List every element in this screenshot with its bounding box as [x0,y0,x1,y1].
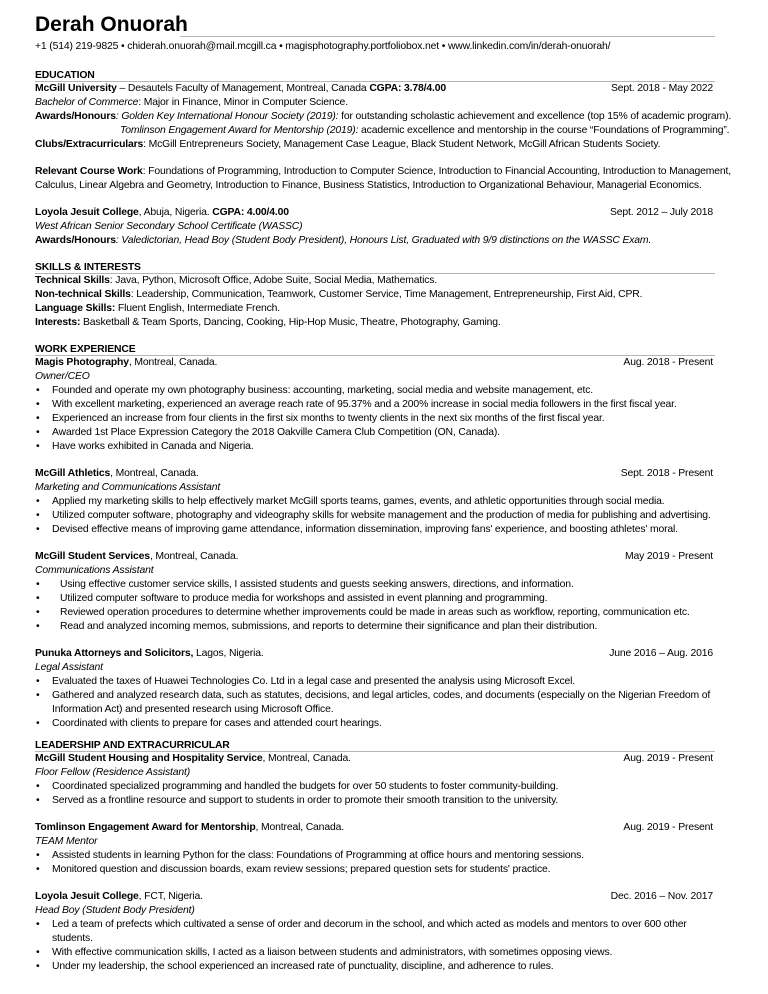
bullet-item: • Monitored question and discussion boards, exam review sessions; prepared question sets for students' practice. [35,863,715,877]
loyola-entry [35,206,715,220]
skill-value: Basketball & Team Sports, Dancing, Cooking, Hip-Hop Music, Theatre, Photography, Gaming. [80,317,501,328]
bullet-item: • Served as a frontline resource and support to students in order to promote their smooth transition to the university. [35,794,715,808]
entry-header [35,821,715,835]
role-title: Legal Assistant [35,662,103,673]
skill-value: : Leadership, Communication, Teamwork, Customer Service, Time Management, Entrepreneurship, First Aid, CPR. [130,289,643,300]
org-name: Magis Photography [35,357,129,368]
entry-date: Sept. 2018 - Present [620,468,713,479]
bullet-item: • Have works exhibited in Canada and Nigeria. [35,440,715,454]
skill-label: Interests: [35,317,81,328]
role-title: TEAM Mentor [35,836,98,847]
bullet-item: • Awarded 1st Place Expression Category the 2018 Oakville Camera Club Competition (ON, Canada). [35,426,715,440]
coursework-label: Relevant Course Work [35,166,143,177]
entry-header [35,752,715,766]
role-title: Owner/CEO [35,371,90,382]
skill-label: Technical Skills [35,275,110,286]
awards-label: Awards/Honours [35,235,116,246]
skill-line [35,274,715,288]
clubs-label: Clubs/Extracurriculars [35,139,144,150]
role-title: Communications Assistant [35,565,154,576]
bullet-list [35,495,715,537]
org-name: McGill Student Housing and Hospitality Service [35,753,263,764]
award-name: Tomlinson Engagement Award for Mentorship (2019): [120,125,359,136]
skill-line [35,288,715,302]
skills-list [35,274,715,330]
degree-line [35,96,715,110]
entry-header [35,550,715,564]
bullet-item: • Under my leadership, the school experienced an increased rate of punctuality, discipline, and adherence to rules. [35,960,715,974]
org-name: Loyola Jesuit College [35,891,139,902]
org-location: , Montreal, Canada. [262,753,351,764]
bullet-item: • Applied my marketing skills to help effectively market McGill sports teams, games, events, and athletic opportunities through social media. [35,495,715,509]
contact-line: +1 (514) 219-9825 • chiderah.onuorah@mail.mcgill.ca • magisphotography.portfoliobox.net • www.linkedin.com/in/derah-onuorah/ [35,41,611,52]
bullet-item: • Evaluated the taxes of Huawei Technologies Co. Ltd in a legal case and presented the analysis using Microsoft Excel. [35,675,715,689]
bullet-list [35,780,715,808]
bullet-item: • Using effective customer service skills, I assisted students and guests seeking answers, directions, and information. [35,578,715,592]
mcgill-entry [35,82,715,96]
bullet-item: • Coordinated specialized programming and handled the budgets for over 50 students to foster community-building. [35,780,715,794]
loyola-awards-line [35,234,715,248]
org-location: , Montreal, Canada. [110,468,199,479]
bullet-item: • Founded and operate my own photography business: accounting, marketing, social media and website management, etc. [35,384,715,398]
org-location: , Montreal, Canada. [149,551,239,562]
skills-heading: SKILLS & INTERESTS [35,261,715,274]
entry-date: Aug. 2019 - Present [623,822,713,833]
coursework-line-2: Calculus, Linear Algebra and Geometry, Introduction to Finance, Business Statistics, Introduction to Organizational Behaviour, Managerial Economics. [35,180,702,191]
work-list [35,356,715,731]
header-divider [180,36,715,37]
bullet-item: • Utilized computer software, photography and videography skills for website management and the production of media for publishing and advertising. [35,509,715,523]
org-name: Punuka Attorneys and Solicitors, [35,648,194,659]
leadership-list [35,752,715,974]
org-name: McGill Student Services [35,551,150,562]
candidate-name: Derah Onuorah [35,13,188,36]
award-detail: for outstanding scholastic achievement and excellence (top 15% of academic program). [338,111,732,122]
bullet-list [35,918,715,974]
org-location: , FCT, Nigeria. [138,891,203,902]
entry-date: Sept. 2018 - May 2022 [611,83,713,94]
skill-line [35,302,715,316]
bullet-item: • Reviewed operation procedures to determine whether improvements could be made in areas such as workflow, reporting, communication etc. [35,606,715,620]
role-title: Floor Fellow (Residence Assistant) [35,767,191,778]
entry-date: May 2019 - Present [625,551,713,562]
gpa: CGPA: 4.00/4.00 [212,207,289,218]
degree-label: Bachelor of Commerce [35,97,139,108]
resume-header [35,12,715,38]
education-heading: EDUCATION [35,69,715,82]
bullet-item: • Utilized computer software to produce media for workshops and assisted in event planning and programming. [35,592,715,606]
entry-header [35,647,715,661]
bullet-item: • With effective communication skills, I acted as a liaison between students and administrators, with sometimes opposing views. [35,946,715,960]
bullet-list [35,849,715,877]
work-heading: WORK EXPERIENCE [35,343,715,356]
gpa: CGPA: 3.78/4.00 [369,83,446,94]
leadership-heading: LEADERSHIP AND EXTRACURRICULAR [35,739,715,752]
org-location: Lagos, Nigeria. [193,648,264,659]
awards-line-2 [35,124,730,138]
coursework-detail: : Foundations of Programming, Introduction to Computer Science, Introduction to Financial Accounting, Introduction to Management, [142,166,731,177]
entry-date: Dec. 2016 – Nov. 2017 [610,891,713,902]
awards-label: Awards/Honours [35,111,116,122]
bullet-list [35,578,715,634]
bullet-item: • Assisted students in learning Python for the class: Foundations of Programming at office hours and mentoring sessions. [35,849,715,863]
degree-detail: : Major in Finance, Minor in Computer Science. [138,97,348,108]
certificate-line: West African Senior Secondary School Certificate (WASSC) [35,221,303,232]
entry-header [35,356,715,370]
bullet-item: • Devised effective means of improving game attendance, information dissemination, improving fans' experience, and boosting athletes' moral. [35,523,715,537]
entry-header [35,467,715,481]
bullet-item: • With excellent marketing, experienced an average reach rate of 95.37% and a 200% increase in social media followers in the first fiscal year. [35,398,715,412]
bullet-item: • Led a team of prefects which cultivated a sense of order and decorum in the school, and which acted as models and mentors to over 600 other students. [35,918,715,946]
org-location: , Montreal, Canada. [255,822,344,833]
org-name: Tomlinson Engagement Award for Mentorship [35,822,256,833]
skill-label: Non-technical Skills [35,289,131,300]
entry-header [35,890,715,904]
bullet-item: • Coordinated with clients to prepare for cases and attended court hearings. [35,717,715,731]
clubs-line [35,138,715,152]
entry-date: June 2016 – Aug. 2016 [609,648,713,659]
bullet-item: • Read and analyzed incoming memos, submissions, and reports to determine their significance and plan their distribution. [35,620,715,634]
skill-value: Fluent English, Intermediate French. [115,303,280,314]
role-title: Marketing and Communications Assistant [35,482,221,493]
award-name: : Golden Key International Honour Society (2019): [115,111,339,122]
school-detail: , Abuja, Nigeria. [138,207,213,218]
school-name: McGill University [35,83,117,94]
clubs-detail: : McGill Entrepreneurs Society, Management Case League, Black Student Network, McGill African Students Society. [143,139,661,150]
org-name: McGill Athletics [35,468,111,479]
bullet-item: • Gathered and analyzed research data, such as statutes, decisions, and legal articles, codes, and documents (especially on the Nigerian Freedom of Information Act) and presented research using Microsoft Office. [35,689,715,717]
bullet-list [35,384,715,454]
entry-date: Sept. 2012 – July 2018 [610,207,713,218]
bullet-item: • Experienced an increase from four clients in the first six months to twenty clients in the next six months of the first fiscal year. [35,412,715,426]
coursework-line [35,165,731,179]
school-name: Loyola Jesuit College [35,207,139,218]
bullet-list [35,675,715,731]
skill-label: Language Skills: [35,303,116,314]
award-detail: academic excellence and mentorship in the course “Foundations of Programming”. [358,125,730,136]
role-title: Head Boy (Student Body President) [35,905,195,916]
entry-date: Aug. 2018 - Present [623,357,713,368]
skill-value: : Java, Python, Microsoft Office, Adobe Suite, Social Media, Mathematics. [109,275,438,286]
entry-date: Aug. 2019 - Present [623,753,713,764]
org-location: , Montreal, Canada. [128,357,218,368]
skill-line [35,316,715,330]
resume-page [35,12,732,974]
awards-line [35,110,732,124]
school-detail: – Desautels Faculty of Management, Montreal, Canada [116,83,370,94]
awards-detail: : Valedictorian, Head Boy (Student Body President), Honours List, Graduated with 9/9 distinctions on the WASSC Exam. [115,235,652,246]
